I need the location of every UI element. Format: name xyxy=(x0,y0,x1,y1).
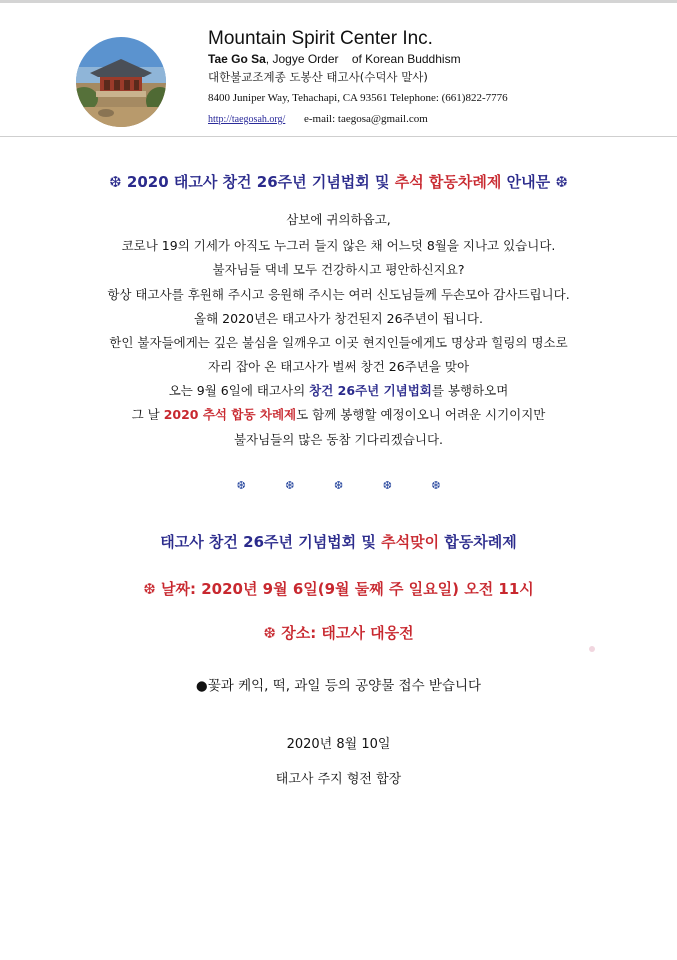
event-title-highlight: 추석맞이 xyxy=(381,533,440,551)
event-date: ❆ 날짜: 2020년 9월 6일(9월 둘째 주 일요일) 오전 11시 xyxy=(143,580,534,598)
line-text: 오는 9월 6일에 태고사의 xyxy=(168,383,310,398)
signature: 태고사 주지 형전 합장 xyxy=(275,772,402,787)
top-border xyxy=(0,0,677,3)
snowflake-icon: ❆ xyxy=(109,173,122,191)
address-phone: 8400 Juniper Way, Tehachapi, CA 93561 Telephone: (661)822-7776 xyxy=(208,92,508,104)
notice-title xyxy=(0,171,677,192)
event-title xyxy=(0,531,677,552)
temple-name: Tae Go Sa xyxy=(208,52,266,66)
body-line: 자리 잡아 온 태고사가 벌써 창건 26주년을 맞아 xyxy=(207,359,470,374)
order-name: , Jogye Order of Korean Buddhism xyxy=(265,52,461,66)
body-line: 항상 태고사를 후원해 주시고 응원해 주시는 여러 신도님들께 두손모아 감사드립니다. xyxy=(107,287,570,302)
body-line: 한인 불자들에게는 깊은 불심을 일깨우고 이곳 현지인들에게도 명상과 힐링의 명소로 xyxy=(109,335,568,350)
anniversary-highlight: 창건 26주년 기념법회 xyxy=(309,383,432,398)
organization-name: Mountain Spirit Center Inc. xyxy=(208,28,433,49)
title-end: 안내문 xyxy=(501,173,551,191)
body-line-chuseok xyxy=(0,405,677,423)
temple-subtitle xyxy=(208,52,461,66)
snowflake-divider: ❆ ❆ ❆ ❆ ❆ xyxy=(236,479,441,492)
event-title-text: 태고사 창건 26주년 기념법회 및 xyxy=(160,533,382,551)
chuseok-highlight: 2020 추석 합동 차례제 xyxy=(163,407,297,422)
title-main: 2020 태고사 창건 26주년 기념법회 및 xyxy=(126,173,395,191)
body-line: 불자님들 댁네 모두 건강하시고 평안하신지요? xyxy=(212,262,465,277)
event-title-text: 합동차례제 xyxy=(439,533,517,551)
website-link[interactable]: http://taegosah.org/ xyxy=(208,114,286,125)
body-line: 코로나 19의 기세가 아직도 누그러 들지 않은 채 어느덧 8월을 지나고 있습니다. xyxy=(121,238,556,253)
korean-temple-name: 대한불교조계종 도봉산 태고사(수덕사 말사) xyxy=(208,70,428,84)
notice-date: 2020년 8월 10일 xyxy=(286,737,391,752)
offering-note: ●꽃과 케익, 떡, 과일 등의 공양물 접수 받습니다 xyxy=(195,678,482,694)
header-divider xyxy=(0,136,677,137)
body-line: 올해 2020년은 태고사가 창건된지 26주년이 됩니다. xyxy=(194,311,483,326)
line-text: 를 봉행하오며 xyxy=(431,383,509,398)
email-address: e-mail: taegosa@gmail.com xyxy=(304,113,428,125)
decorative-dot xyxy=(589,646,595,652)
body-line: 삼보에 귀의하옵고, xyxy=(286,212,391,227)
temple-photo-logo xyxy=(76,37,166,127)
title-highlight: 추석 합동차례제 xyxy=(394,173,502,191)
body-line: 불자님들의 많은 동참 기다리겠습니다. xyxy=(233,432,444,447)
snowflake-icon: ❆ xyxy=(555,173,568,191)
line-text: 그 날 xyxy=(131,407,164,422)
body-line-ceremony xyxy=(0,381,677,399)
event-place: ❆ 장소: 태고사 대웅전 xyxy=(263,624,414,642)
line-text: 도 함께 봉행할 예정이오니 어려운 시기이지만 xyxy=(296,407,546,422)
